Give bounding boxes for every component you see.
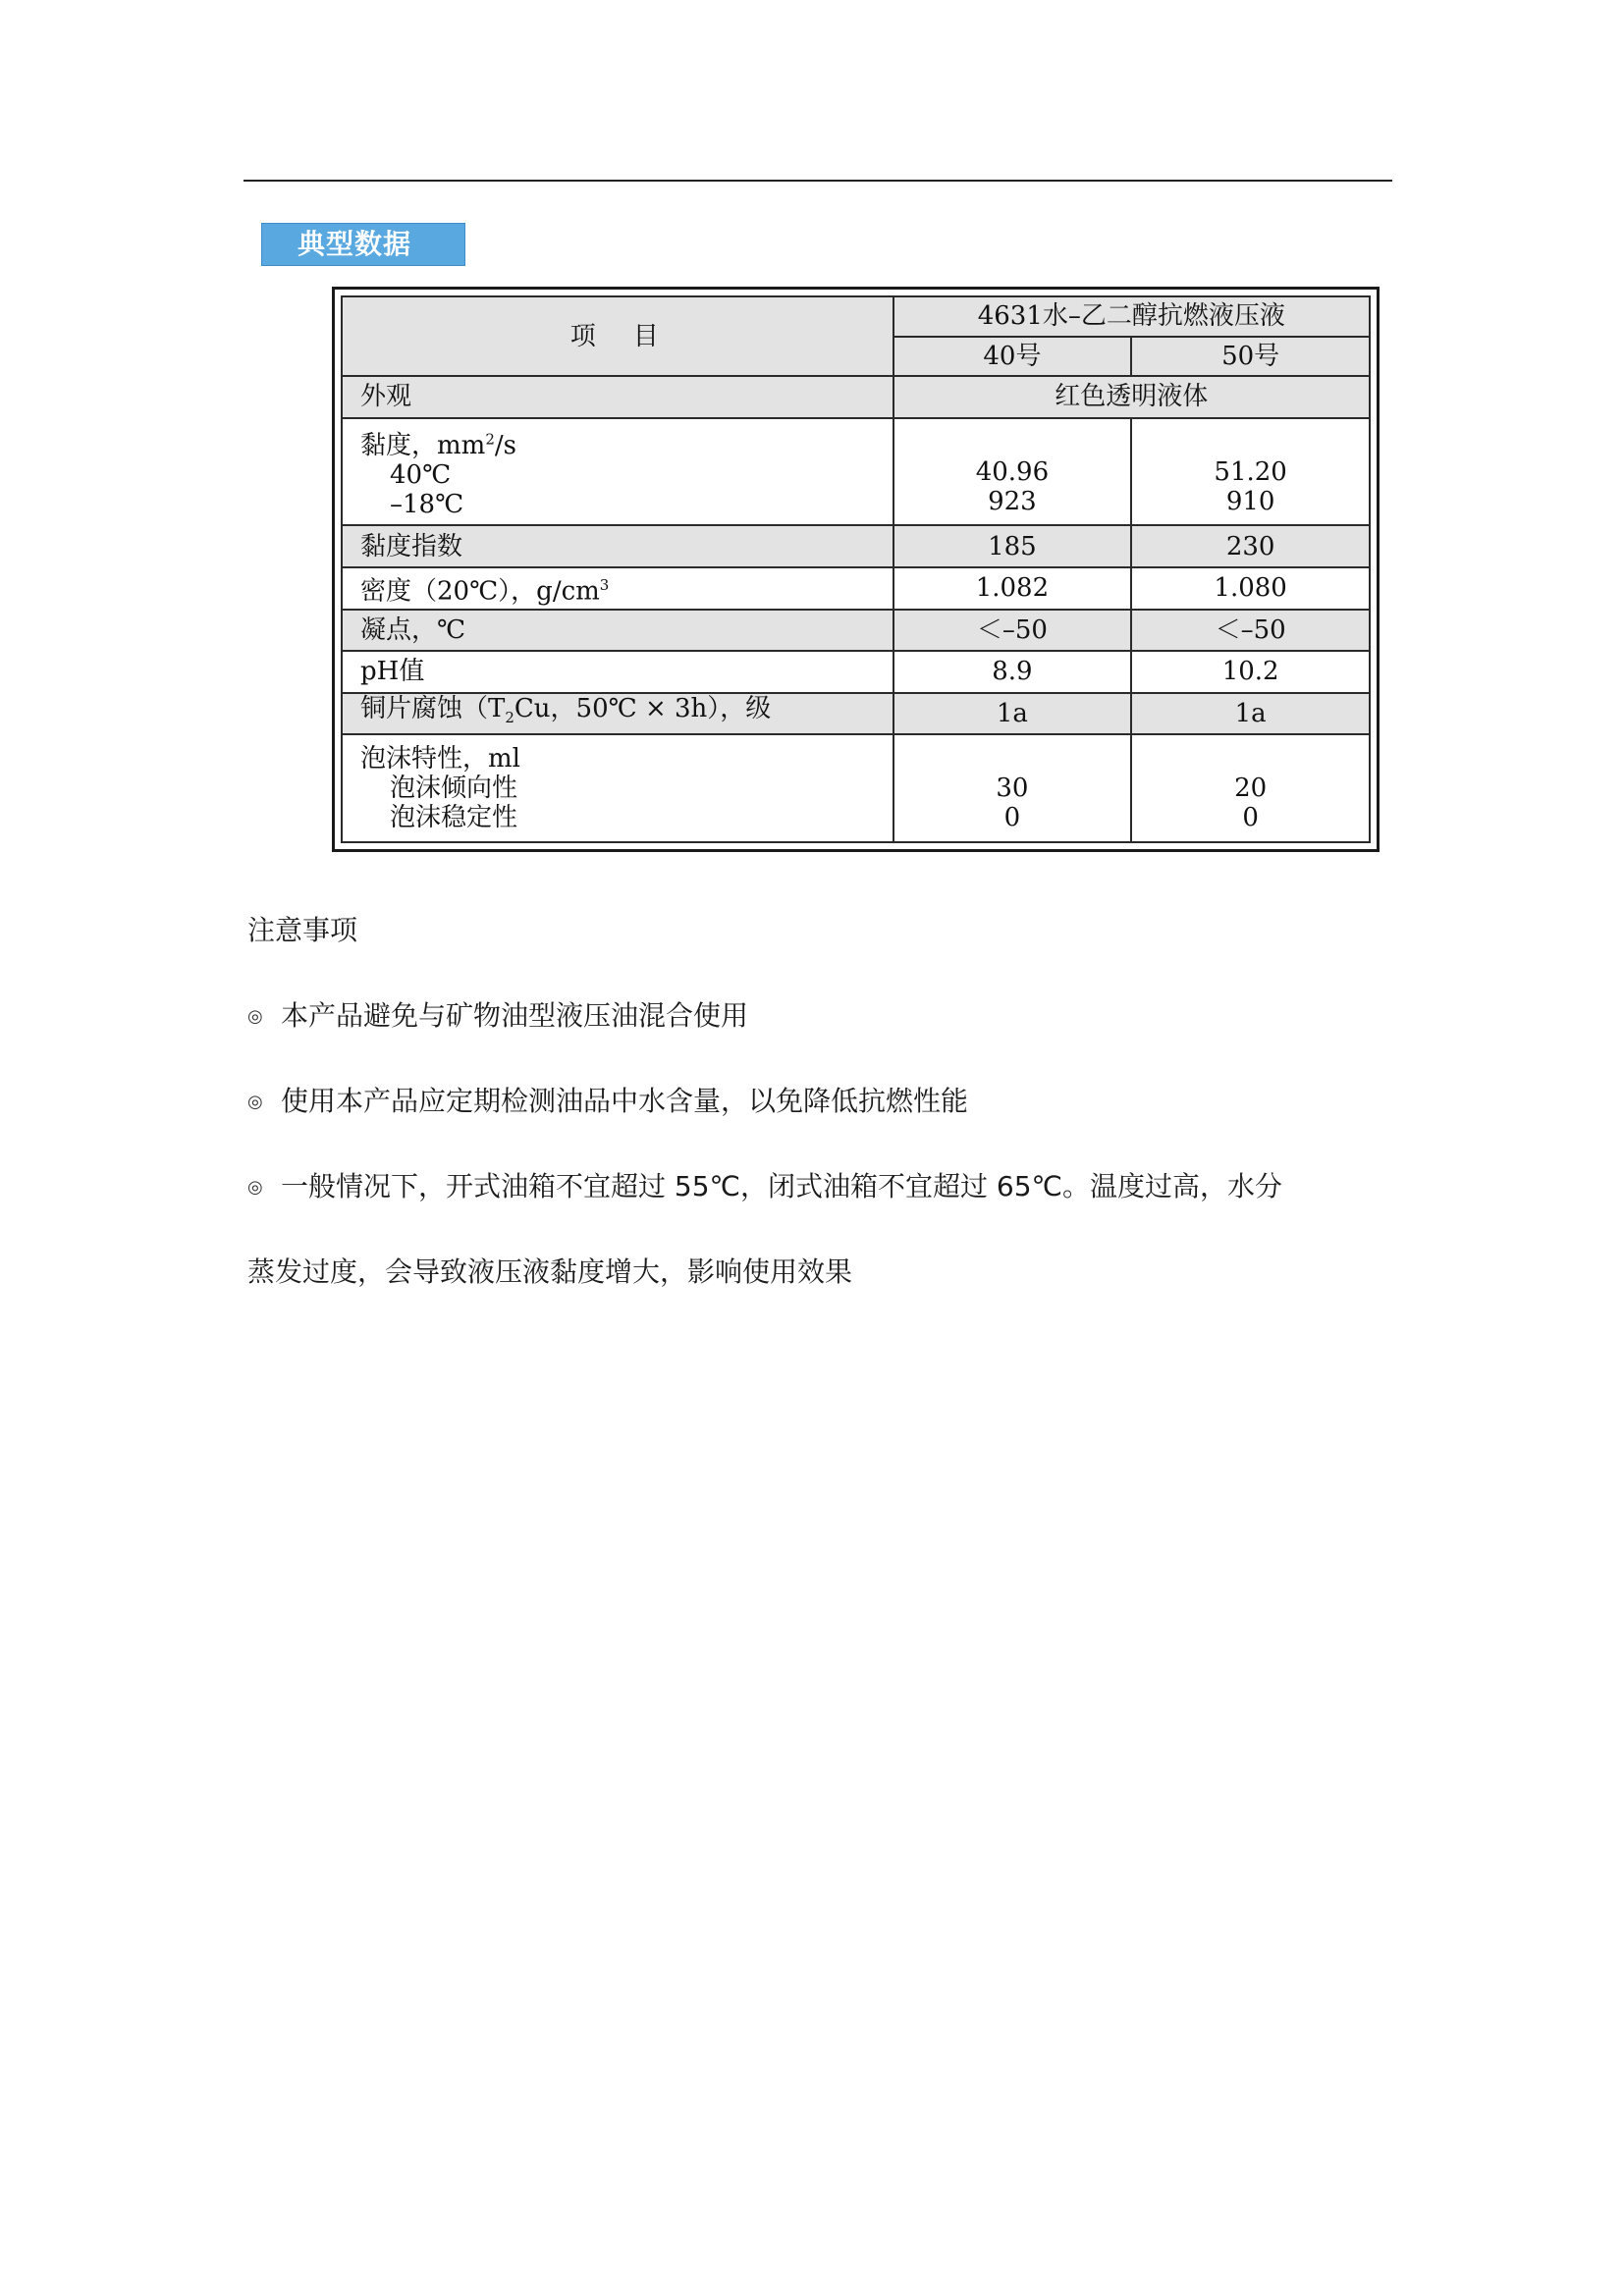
foam-stability-label: 泡沫稳定性: [390, 803, 518, 833]
density-label: 密度（20℃），$g/cm^3$: [342, 567, 893, 610]
grade-50-cell: 50号: [1131, 337, 1370, 377]
table-row-foam: [342, 734, 1370, 842]
grade-40-cell: 40号: [893, 337, 1132, 377]
foam-40-values: [893, 734, 1132, 842]
copper-corrosion-label: 铜片腐蚀（$T_2Cu$，50℃ × 3h），级: [342, 693, 893, 735]
table-row-viscosity: [342, 418, 1370, 526]
typical-data-table-frame: [332, 287, 1380, 852]
viscosity-50-at-minus18c: 910: [1225, 486, 1275, 516]
foam-40-stability: 0: [1003, 803, 1021, 833]
table-row-pour-point: [342, 610, 1370, 652]
density-40: 1.082: [893, 567, 1132, 610]
appearance-label: 外观: [342, 376, 893, 418]
bullet-icon: ◎: [247, 1006, 263, 1027]
viscosity-50-at-40c: 51.20: [1214, 456, 1287, 487]
foam-label: 泡沫特性，ml: [360, 744, 520, 774]
viscosity-50-values: [1131, 418, 1370, 526]
typical-data-table: [341, 295, 1371, 843]
section-title: 典型数据: [298, 228, 412, 260]
viscosity-index-label: 黏度指数: [342, 525, 893, 567]
foam-50-values: [1131, 734, 1370, 842]
bullet-icon: ◎: [247, 1177, 263, 1198]
viscosity-label-cell: [342, 418, 893, 526]
note-item-1-text: 本产品避免与矿物油型液压油混合使用: [281, 999, 749, 1032]
header-rule: [244, 180, 1392, 182]
pour-point-label: 凝点，℃: [342, 610, 893, 652]
note-item-1: [247, 998, 748, 1035]
viscosity-40-at-40c: 40.96: [975, 456, 1050, 487]
density-50: 1.080: [1131, 567, 1370, 610]
foam-50-stability: 0: [1242, 803, 1259, 833]
viscosity-40c-label: 40℃: [390, 459, 452, 490]
copper-corrosion-40: 1a: [893, 693, 1132, 735]
ph-40: 8.9: [893, 651, 1132, 693]
viscosity-index-50: 230: [1131, 525, 1370, 567]
ph-50: 10.2: [1131, 651, 1370, 693]
viscosity-index-40: 185: [893, 525, 1132, 567]
viscosity-label: 黏度，$mm^2/s$: [360, 430, 516, 460]
table-row-ph: [342, 651, 1370, 693]
foam-tendency-label: 泡沫倾向性: [390, 774, 518, 804]
note-item-3-continuation: [247, 1255, 852, 1290]
note-item-2: [247, 1084, 968, 1120]
foam-50-tendency: 20: [1234, 774, 1268, 804]
notes-title: 注意事项: [247, 914, 358, 946]
note-item-3-text-line2: 蒸发过度，会导致液压液黏度增大，影响使用效果: [247, 1255, 853, 1288]
note-item-2-text: 使用本产品应定期检测油品中水含量，以免降低抗燃性能: [281, 1085, 969, 1117]
appearance-value: 红色透明液体: [893, 376, 1370, 418]
note-item-3-text-line1: 一般情况下，开式油箱不宜超过 55℃，闭式油箱不宜超过 65℃。温度过高，水分: [281, 1170, 1282, 1202]
note-item-3: [247, 1169, 1282, 1205]
table-row-viscosity-index: [342, 525, 1370, 567]
viscosity-40-values: [893, 418, 1132, 526]
viscosity-40-at-minus18c: 923: [988, 486, 1037, 516]
table-row-density: [342, 567, 1370, 610]
viscosity-minus18c-label: –18℃: [390, 489, 464, 519]
table-header-row: [342, 296, 1370, 337]
bullet-icon: ◎: [247, 1092, 263, 1112]
table-row-copper-corrosion: [342, 693, 1370, 735]
pour-point-50: ＜–50: [1131, 610, 1370, 652]
section-title-badge: [261, 223, 465, 266]
header-product-cell: 4631水–乙二醇抗燃液压液: [893, 296, 1370, 337]
pour-point-40: ＜–50: [893, 610, 1132, 652]
ph-label: pH值: [342, 651, 893, 693]
header-item-cell: 项 目: [342, 296, 893, 376]
table-row-appearance: [342, 376, 1370, 418]
copper-corrosion-50: 1a: [1131, 693, 1370, 735]
foam-label-cell: [342, 734, 893, 842]
foam-40-tendency: 30: [996, 774, 1029, 804]
